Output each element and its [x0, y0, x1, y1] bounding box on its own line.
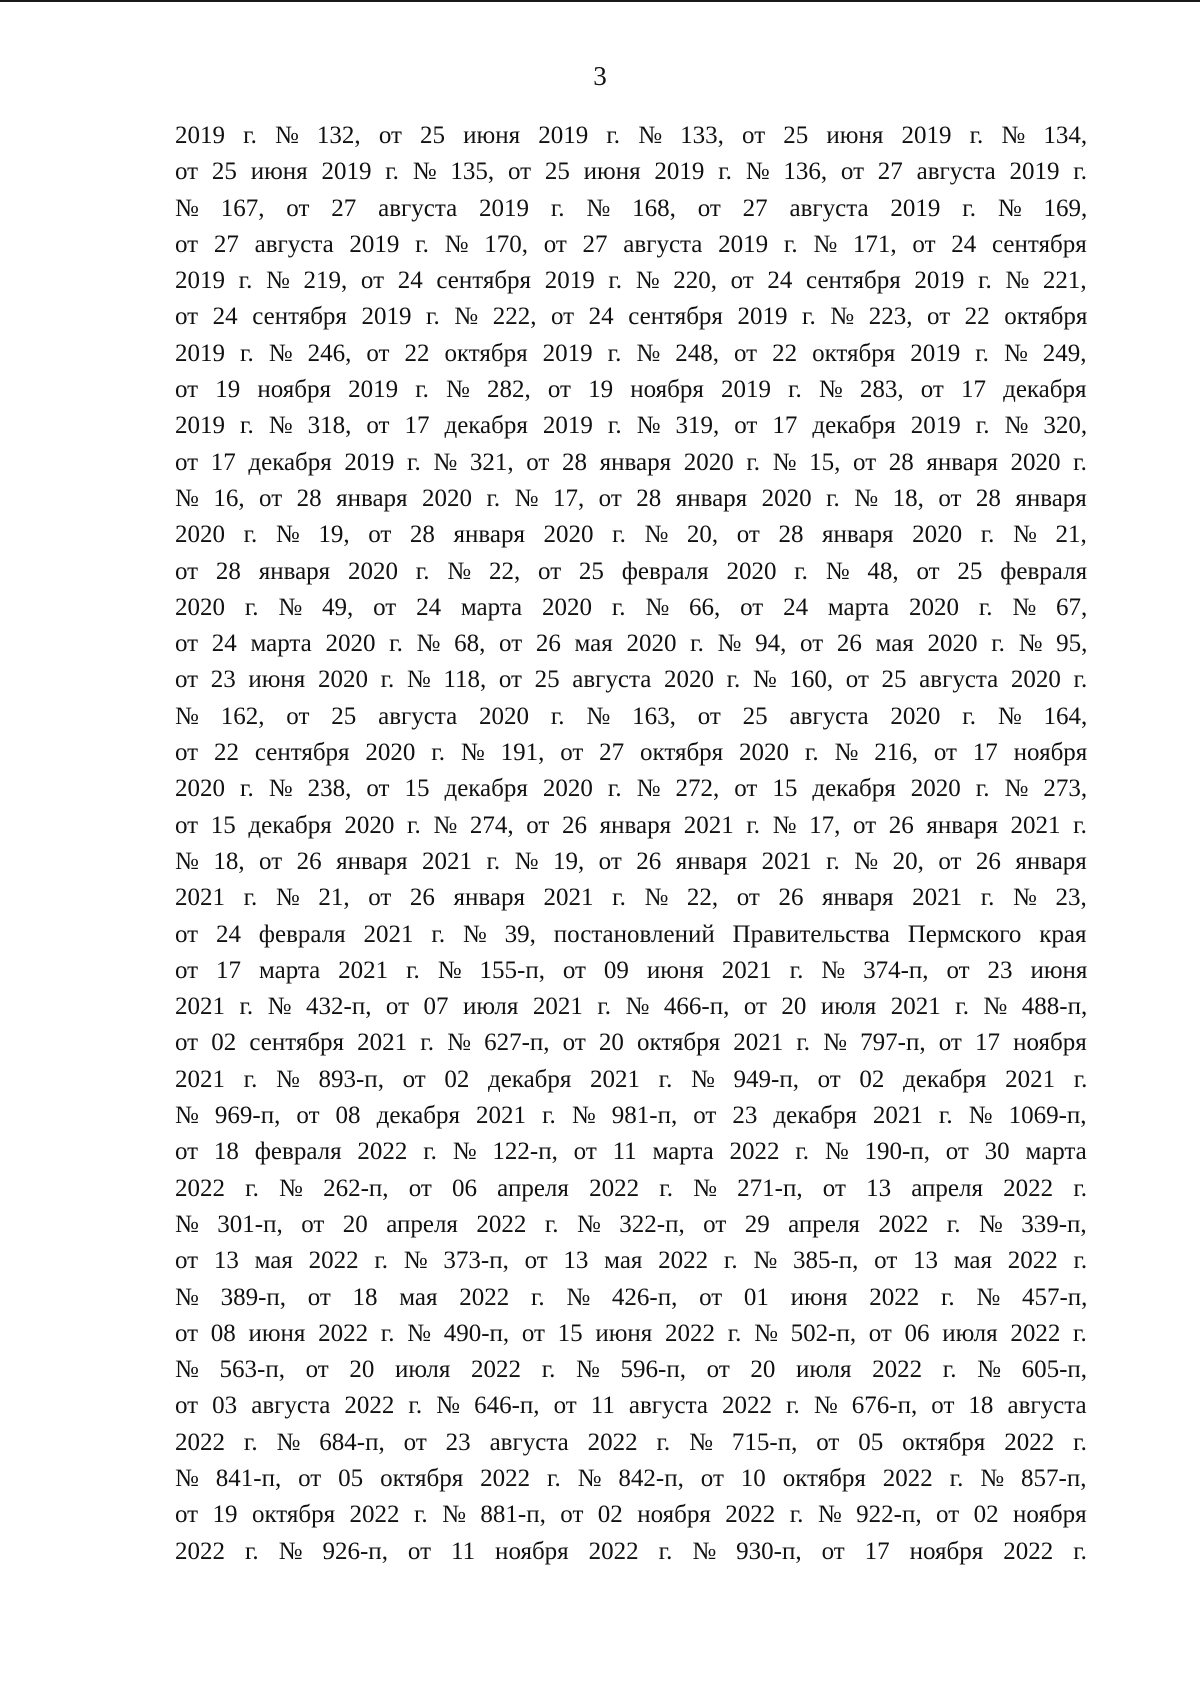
text-line: от 02 сентября 2021 г. № 627-п, от 20 октября 2021 г. № 797-п, от 17 ноября	[175, 1029, 1087, 1057]
text-line: 2021 г. № 893-п, от 02 декабря 2021 г. № 949-п, от 02 декабря 2021 г.	[175, 1065, 1087, 1093]
text-line: 2022 г. № 262-п, от 06 апреля 2022 г. № 271-п, от 13 апреля 2022 г.	[175, 1174, 1087, 1202]
text-line: 2022 г. № 926-п, от 11 ноября 2022 г. № 930-п, от 17 ноября 2022 г.	[175, 1537, 1087, 1565]
text-line: от 18 февраля 2022 г. № 122-п, от 11 марта 2022 г. № 190-п, от 30 марта	[175, 1138, 1087, 1166]
text-line: от 24 февраля 2021 г. № 39, постановлений Правительства Пермского края	[175, 920, 1087, 948]
text-line: 2020 г. № 238, от 15 декабря 2020 г. № 272, от 15 декабря 2020 г. № 273,	[175, 775, 1087, 803]
text-line: 2021 г. № 21, от 26 января 2021 г. № 22, от 26 января 2021 г. № 23,	[175, 884, 1087, 912]
text-line: № 969-п, от 08 декабря 2021 г. № 981-п, от 23 декабря 2021 г. № 1069-п,	[175, 1102, 1087, 1130]
text-line: от 13 мая 2022 г. № 373-п, от 13 мая 2022 г. № 385-п, от 13 мая 2022 г.	[175, 1247, 1087, 1275]
text-line: от 03 августа 2022 г. № 646-п, от 11 августа 2022 г. № 676-п, от 18 августа	[175, 1392, 1087, 1420]
text-line: от 19 октября 2022 г. № 881-п, от 02 ноября 2022 г. № 922-п, от 02 ноября	[175, 1501, 1087, 1529]
text-line: № 563-п, от 20 июля 2022 г. № 596-п, от 20 июля 2022 г. № 605-п,	[175, 1356, 1087, 1384]
text-line: № 167, от 27 августа 2019 г. № 168, от 27 августа 2019 г. № 169,	[175, 194, 1087, 222]
text-line: 2019 г. № 246, от 22 октября 2019 г. № 248, от 22 октября 2019 г. № 249,	[175, 339, 1087, 367]
text-line: 2020 г. № 49, от 24 марта 2020 г. № 66, от 24 марта 2020 г. № 67,	[175, 593, 1087, 621]
text-line: от 22 сентября 2020 г. № 191, от 27 октября 2020 г. № 216, от 17 ноября	[175, 739, 1087, 767]
body-text	[175, 118, 1087, 1570]
text-line: от 24 сентября 2019 г. № 222, от 24 сентября 2019 г. № 223, от 22 октября	[175, 303, 1087, 331]
text-line: 2022 г. № 684-п, от 23 августа 2022 г. № 715-п, от 05 октября 2022 г.	[175, 1428, 1087, 1456]
text-line: № 389-п, от 18 мая 2022 г. № 426-п, от 01 июня 2022 г. № 457-п,	[175, 1283, 1087, 1311]
text-line: 2021 г. № 432-п, от 07 июля 2021 г. № 466-п, от 20 июля 2021 г. № 488-п,	[175, 993, 1087, 1021]
text-line: от 25 июня 2019 г. № 135, от 25 июня 2019 г. № 136, от 27 августа 2019 г.	[175, 158, 1087, 186]
text-line: 2019 г. № 318, от 17 декабря 2019 г. № 319, от 17 декабря 2019 г. № 320,	[175, 412, 1087, 440]
text-line: от 08 июня 2022 г. № 490-п, от 15 июня 2022 г. № 502-п, от 06 июля 2022 г.	[175, 1319, 1087, 1347]
text-line: от 19 ноября 2019 г. № 282, от 19 ноября 2019 г. № 283, от 17 декабря	[175, 376, 1087, 404]
text-line: № 841-п, от 05 октября 2022 г. № 842-п, от 10 октября 2022 г. № 857-п,	[175, 1464, 1087, 1492]
page-number: 3	[593, 61, 607, 91]
text-line: № 301-п, от 20 апреля 2022 г. № 322-п, от 29 апреля 2022 г. № 339-п,	[175, 1210, 1087, 1238]
text-line: от 15 декабря 2020 г. № 274, от 26 января 2021 г. № 17, от 26 января 2021 г.	[175, 811, 1087, 839]
text-line: № 16, от 28 января 2020 г. № 17, от 28 января 2020 г. № 18, от 28 января	[175, 484, 1087, 512]
text-line: от 24 марта 2020 г. № 68, от 26 мая 2020 г. № 94, от 26 мая 2020 г. № 95,	[175, 630, 1087, 658]
text-line: от 17 марта 2021 г. № 155-п, от 09 июня 2021 г. № 374-п, от 23 июня	[175, 956, 1087, 984]
text-line: от 28 января 2020 г. № 22, от 25 февраля 2020 г. № 48, от 25 февраля	[175, 557, 1087, 585]
text-line: 2019 г. № 219, от 24 сентября 2019 г. № 220, от 24 сентября 2019 г. № 221,	[175, 267, 1087, 295]
text-line: № 18, от 26 января 2021 г. № 19, от 26 января 2021 г. № 20, от 26 января	[175, 847, 1087, 875]
text-line: 2020 г. № 19, от 28 января 2020 г. № 20, от 28 января 2020 г. № 21,	[175, 521, 1087, 549]
top-edge-line	[0, 0, 1200, 2]
text-line: № 162, от 25 августа 2020 г. № 163, от 25 августа 2020 г. № 164,	[175, 702, 1087, 730]
text-line: от 23 июня 2020 г. № 118, от 25 августа 2020 г. № 160, от 25 августа 2020 г.	[175, 666, 1087, 694]
text-line: 2019 г. № 132, от 25 июня 2019 г. № 133, от 25 июня 2019 г. № 134,	[175, 122, 1087, 149]
text-line: от 27 августа 2019 г. № 170, от 27 августа 2019 г. № 171, от 24 сентября	[175, 230, 1087, 258]
text-line: от 17 декабря 2019 г. № 321, от 28 января 2020 г. № 15, от 28 января 2020 г.	[175, 448, 1087, 476]
